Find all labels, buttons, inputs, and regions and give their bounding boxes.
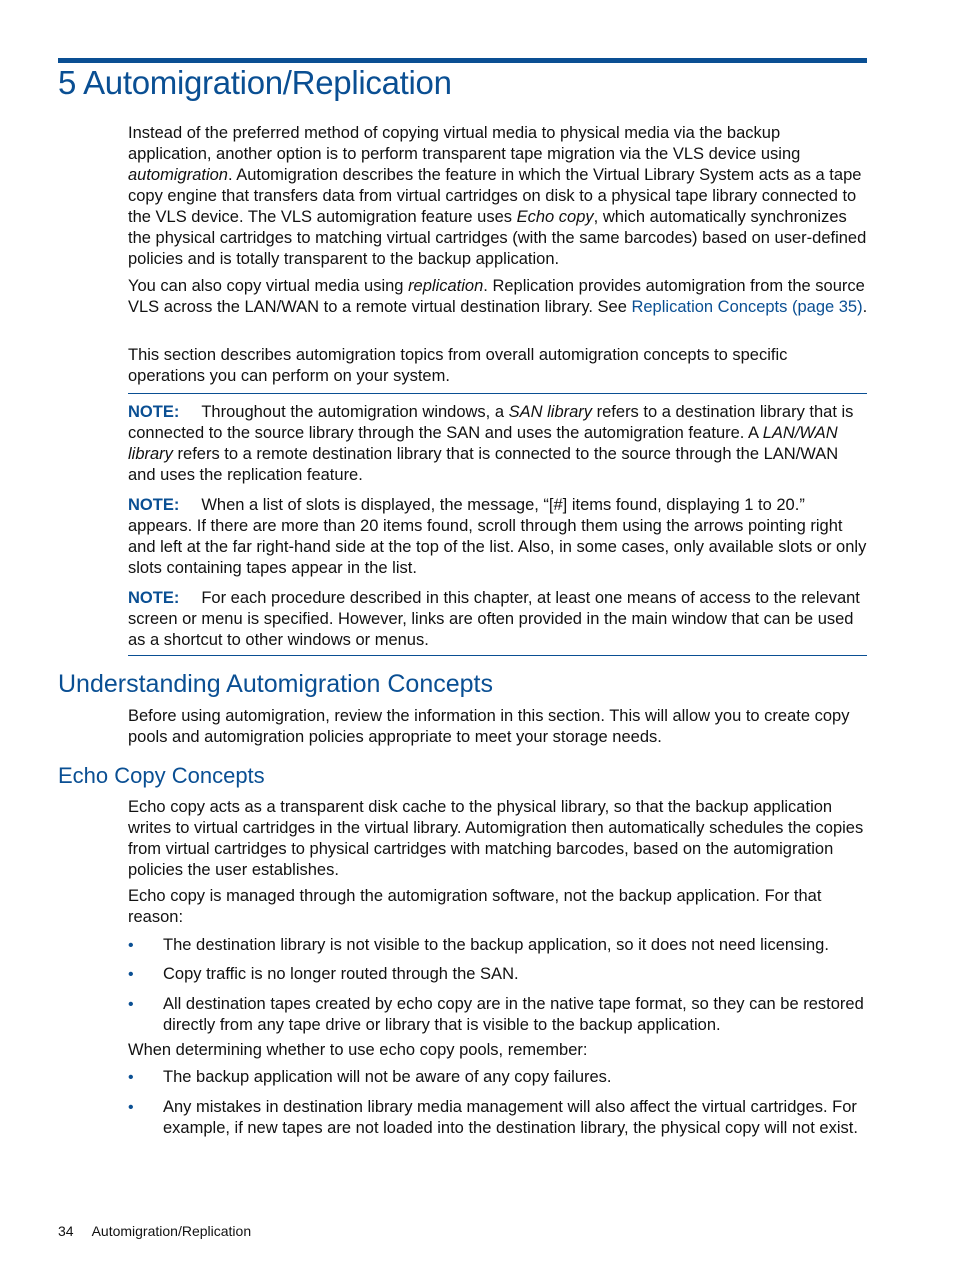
running-title: Automigration/Replication [91, 1223, 252, 1239]
text-run: refers to a remote destination library that is connected to the source through the LAN/WAN and uses the replication feature. [128, 445, 839, 484]
intro-paragraph-3: This section describes automigration topics from overall automigration concepts to specific operations you can perform on your system. [128, 346, 788, 385]
text-run: . Replication provides automigration from the source VLS across the LAN/WAN to a remote virtual destination library. See [128, 277, 865, 316]
term-echo-copy: Echo copy [516, 208, 594, 226]
term-automigration: automigration [128, 166, 228, 184]
bullet-icon: • [128, 966, 134, 983]
note-label: NOTE: [128, 496, 180, 514]
echo-paragraph-1: Echo copy acts as a transparent disk cache to the physical library, so that the backup application writes to virtual cartridges in the virtual library. Automigration then automatically schedules the copies from virtual cartridges to physical cartridges with matching barcodes, based on the automigration policies the user establishes. [128, 798, 864, 879]
list-item-text: Copy traffic is no longer routed through the SAN. [163, 965, 519, 983]
section-heading-echo-copy: Echo Copy Concepts [58, 763, 265, 788]
list-item-text: All destination tapes created by echo copy are in the native tape format, so they can be restored directly from any tape drive or library that is visible to the backup application. [163, 995, 864, 1034]
term-lan-wan-library: LAN/WAN library [128, 424, 838, 463]
text-run: . [862, 298, 868, 316]
text-run: refers to a destination library that is connected to the source library through the SAN and uses the automigration feature. A [128, 403, 854, 442]
list-item-text: Any mistakes in destination library media management will also affect the virtual cartridges. For example, if new tapes are not loaded into the destination library, the physical copy will not exist. [163, 1098, 858, 1137]
note-label: NOTE: [128, 403, 180, 421]
bullet-icon: • [128, 937, 134, 954]
note-3 [128, 588, 868, 651]
bullet-icon: • [128, 996, 134, 1013]
intro-paragraph-1 [128, 123, 868, 270]
text-run: . Automigration describes the feature in which the Virtual Library System acts as a tape copy engine that transfers data from virtual cartridges on disk to a physical tape library connected to the VLS device. The VLS automigration feature uses [128, 166, 862, 226]
text-run: Throughout the automigration windows, a [201, 403, 509, 421]
note-label: NOTE: [128, 589, 180, 607]
chapter-rule [58, 58, 867, 63]
bullet-icon: • [128, 1099, 134, 1116]
note-bottom-rule [128, 655, 867, 656]
section-heading-understanding: Understanding Automigration Concepts [58, 670, 493, 698]
text-run: For each procedure described in this chapter, at least one means of access to the relevant screen or menu is specified. However, links are often provided in the main window that can be used as a shortcut to other windows or menus. [128, 589, 860, 649]
term-replication: replication [408, 277, 484, 295]
list-item-text: The destination library is not visible to the backup application, so it does not need licensing. [163, 936, 829, 954]
text-run: Instead of the preferred method of copying virtual media to physical media via the backup application, another option is to perform transparent tape migration via the VLS device using [128, 124, 801, 163]
list-item-text: The backup application will not be aware of any copy failures. [163, 1068, 612, 1086]
echo-paragraph-2: Echo copy is managed through the automigration software, not the backup application. For that reason: [128, 887, 822, 926]
text-run: You can also copy virtual media using [128, 277, 409, 295]
note-2 [128, 495, 868, 579]
chapter-title: 5 Automigration/Replication [58, 64, 452, 101]
page-number: 34 [58, 1223, 74, 1239]
text-run: , which automatically synchronizes the physical cartridges to matching virtual cartridges (with the same barcodes) based on user-defined policies and is totally transparent to the backup application. [128, 208, 867, 268]
bullet-icon: • [128, 1069, 134, 1086]
note-1 [128, 402, 868, 486]
intro-paragraph-2 [128, 276, 868, 318]
text-run: When a list of slots is displayed, the message, “[#] items found, displaying 1 to 20.” appears. If there are more than 20 items found, scroll through them using the arrows pointing right and left at the far right-hand side at the top of the list. Also, in some cases, only available slots or only slots containing tapes appear in the list. [128, 496, 867, 577]
term-san-library: SAN library [508, 403, 593, 421]
note-top-rule [128, 393, 867, 394]
echo-paragraph-3: When determining whether to use echo copy pools, remember: [128, 1041, 588, 1059]
section1-paragraph: Before using automigration, review the information in this section. This will allow you to create copy pools and automigration policies appropriate to meet your storage needs. [128, 707, 850, 746]
replication-concepts-link[interactable]: Replication Concepts (page 35) [631, 298, 863, 316]
page-footer [58, 1223, 269, 1239]
